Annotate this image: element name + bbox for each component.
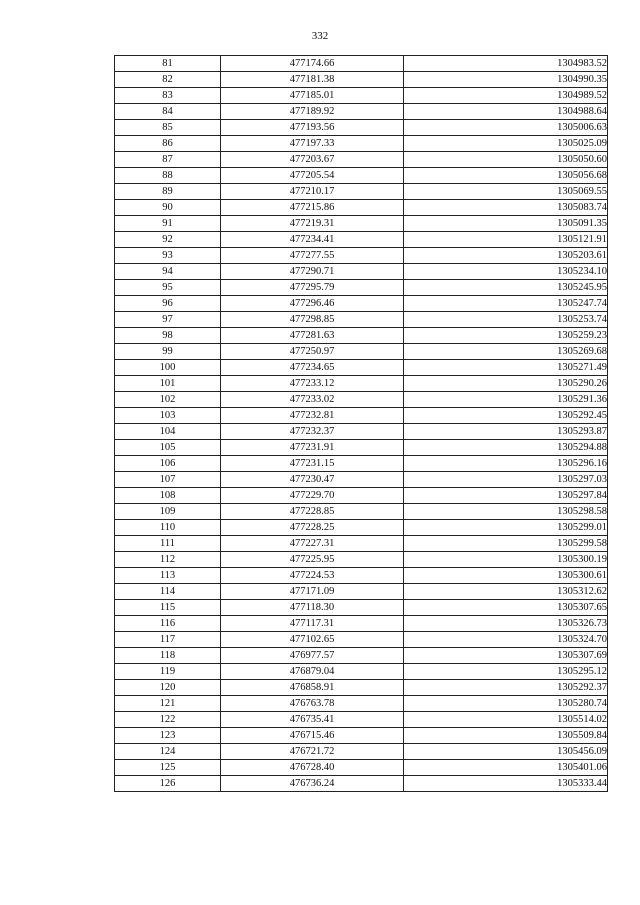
x-coordinate-cell: 477277.55 (221, 248, 404, 264)
y-coordinate-cell: 1305312.62 (404, 584, 608, 600)
y-coordinate-cell: 1305298.58 (404, 504, 608, 520)
y-coordinate-cell: 1305299.58 (404, 536, 608, 552)
point-number-cell: 98 (115, 328, 221, 344)
point-number-cell: 81 (115, 56, 221, 72)
y-coordinate-cell: 1305300.61 (404, 568, 608, 584)
x-coordinate-cell: 476763.78 (221, 696, 404, 712)
x-coordinate-cell: 477205.54 (221, 168, 404, 184)
y-coordinate-cell: 1305271.49 (404, 360, 608, 376)
point-number-cell: 108 (115, 488, 221, 504)
point-number-cell: 90 (115, 200, 221, 216)
table-row (115, 88, 608, 104)
x-coordinate-cell: 477228.85 (221, 504, 404, 520)
x-coordinate-cell: 477118.30 (221, 600, 404, 616)
table-row (115, 712, 608, 728)
x-coordinate-cell: 476715.46 (221, 728, 404, 744)
coordinates-table (114, 55, 608, 792)
x-coordinate-cell: 477210.17 (221, 184, 404, 200)
table-row (115, 200, 608, 216)
x-coordinate-cell: 477171.09 (221, 584, 404, 600)
y-coordinate-cell: 1304983.52 (404, 56, 608, 72)
x-coordinate-cell: 476879.04 (221, 664, 404, 680)
x-coordinate-cell: 477197.33 (221, 136, 404, 152)
x-coordinate-cell: 477232.37 (221, 424, 404, 440)
x-coordinate-cell: 476736.24 (221, 776, 404, 792)
y-coordinate-cell: 1305091.35 (404, 216, 608, 232)
point-number-cell: 119 (115, 664, 221, 680)
table-row (115, 184, 608, 200)
point-number-cell: 110 (115, 520, 221, 536)
x-coordinate-cell: 477296.46 (221, 296, 404, 312)
table-row (115, 344, 608, 360)
x-coordinate-cell: 477185.01 (221, 88, 404, 104)
point-number-cell: 120 (115, 680, 221, 696)
y-coordinate-cell: 1305514.02 (404, 712, 608, 728)
y-coordinate-cell: 1305401.06 (404, 760, 608, 776)
point-number-cell: 102 (115, 392, 221, 408)
table-row (115, 376, 608, 392)
point-number-cell: 114 (115, 584, 221, 600)
point-number-cell: 121 (115, 696, 221, 712)
y-coordinate-cell: 1305259.23 (404, 328, 608, 344)
table-row (115, 696, 608, 712)
table-row (115, 248, 608, 264)
x-coordinate-cell: 477117.31 (221, 616, 404, 632)
table-row (115, 776, 608, 792)
y-coordinate-cell: 1305121.91 (404, 232, 608, 248)
y-coordinate-cell: 1304989.52 (404, 88, 608, 104)
y-coordinate-cell: 1304988.64 (404, 104, 608, 120)
table-row (115, 520, 608, 536)
y-coordinate-cell: 1305300.19 (404, 552, 608, 568)
x-coordinate-cell: 477298.85 (221, 312, 404, 328)
x-coordinate-cell: 477215.86 (221, 200, 404, 216)
table-row (115, 312, 608, 328)
y-coordinate-cell: 1305245.95 (404, 280, 608, 296)
y-coordinate-cell: 1305069.55 (404, 184, 608, 200)
table-row (115, 72, 608, 88)
point-number-cell: 115 (115, 600, 221, 616)
y-coordinate-cell: 1305203.61 (404, 248, 608, 264)
point-number-cell: 125 (115, 760, 221, 776)
table-row (115, 120, 608, 136)
point-number-cell: 109 (115, 504, 221, 520)
table-row (115, 392, 608, 408)
y-coordinate-cell: 1305291.36 (404, 392, 608, 408)
x-coordinate-cell: 477230.47 (221, 472, 404, 488)
point-number-cell: 99 (115, 344, 221, 360)
x-coordinate-cell: 477234.65 (221, 360, 404, 376)
y-coordinate-cell: 1305292.37 (404, 680, 608, 696)
x-coordinate-cell: 477193.56 (221, 120, 404, 136)
x-coordinate-cell: 476735.41 (221, 712, 404, 728)
table-row (115, 616, 608, 632)
point-number-cell: 86 (115, 136, 221, 152)
y-coordinate-cell: 1305280.74 (404, 696, 608, 712)
y-coordinate-cell: 1305296.16 (404, 456, 608, 472)
x-coordinate-cell: 477203.67 (221, 152, 404, 168)
x-coordinate-cell: 477231.91 (221, 440, 404, 456)
point-number-cell: 123 (115, 728, 221, 744)
y-coordinate-cell: 1305307.65 (404, 600, 608, 616)
point-number-cell: 94 (115, 264, 221, 280)
point-number-cell: 113 (115, 568, 221, 584)
table-row (115, 216, 608, 232)
point-number-cell: 124 (115, 744, 221, 760)
point-number-cell: 97 (115, 312, 221, 328)
y-coordinate-cell: 1305307.69 (404, 648, 608, 664)
table-row (115, 648, 608, 664)
x-coordinate-cell: 477290.71 (221, 264, 404, 280)
point-number-cell: 85 (115, 120, 221, 136)
table-row (115, 536, 608, 552)
page-number: 332 (311, 30, 329, 42)
y-coordinate-cell: 1305297.03 (404, 472, 608, 488)
table-row (115, 584, 608, 600)
point-number-cell: 87 (115, 152, 221, 168)
table-row (115, 104, 608, 120)
y-coordinate-cell: 1305083.74 (404, 200, 608, 216)
y-coordinate-cell: 1305333.44 (404, 776, 608, 792)
table-row (115, 600, 608, 616)
x-coordinate-cell: 477234.41 (221, 232, 404, 248)
x-coordinate-cell: 477224.53 (221, 568, 404, 584)
x-coordinate-cell: 477250.97 (221, 344, 404, 360)
table-row (115, 488, 608, 504)
y-coordinate-cell: 1305006.63 (404, 120, 608, 136)
y-coordinate-cell: 1305326.73 (404, 616, 608, 632)
y-coordinate-cell: 1305297.84 (404, 488, 608, 504)
point-number-cell: 96 (115, 296, 221, 312)
point-number-cell: 93 (115, 248, 221, 264)
y-coordinate-cell: 1305456.09 (404, 744, 608, 760)
table-row (115, 664, 608, 680)
point-number-cell: 111 (115, 536, 221, 552)
x-coordinate-cell: 477232.81 (221, 408, 404, 424)
x-coordinate-cell: 477231.15 (221, 456, 404, 472)
x-coordinate-cell: 477227.31 (221, 536, 404, 552)
table-row (115, 264, 608, 280)
point-number-cell: 105 (115, 440, 221, 456)
table-row (115, 328, 608, 344)
point-number-cell: 95 (115, 280, 221, 296)
y-coordinate-cell: 1305234.10 (404, 264, 608, 280)
x-coordinate-cell: 477233.02 (221, 392, 404, 408)
point-number-cell: 104 (115, 424, 221, 440)
table-row (115, 760, 608, 776)
x-coordinate-cell: 477181.38 (221, 72, 404, 88)
x-coordinate-cell: 477189.92 (221, 104, 404, 120)
y-coordinate-cell: 1305050.60 (404, 152, 608, 168)
table-row (115, 472, 608, 488)
point-number-cell: 84 (115, 104, 221, 120)
coordinates-table-body (115, 56, 608, 792)
point-number-cell: 82 (115, 72, 221, 88)
point-number-cell: 91 (115, 216, 221, 232)
y-coordinate-cell: 1305269.68 (404, 344, 608, 360)
y-coordinate-cell: 1305292.45 (404, 408, 608, 424)
x-coordinate-cell: 477295.79 (221, 280, 404, 296)
table-row (115, 360, 608, 376)
point-number-cell: 122 (115, 712, 221, 728)
table-row (115, 440, 608, 456)
table-row (115, 552, 608, 568)
table-row (115, 280, 608, 296)
y-coordinate-cell: 1305247.74 (404, 296, 608, 312)
y-coordinate-cell: 1305253.74 (404, 312, 608, 328)
x-coordinate-cell: 477219.31 (221, 216, 404, 232)
x-coordinate-cell: 477281.63 (221, 328, 404, 344)
point-number-cell: 126 (115, 776, 221, 792)
table-row (115, 296, 608, 312)
y-coordinate-cell: 1305293.87 (404, 424, 608, 440)
point-number-cell: 118 (115, 648, 221, 664)
y-coordinate-cell: 1305056.68 (404, 168, 608, 184)
y-coordinate-cell: 1305294.88 (404, 440, 608, 456)
table-row (115, 568, 608, 584)
y-coordinate-cell: 1305025.09 (404, 136, 608, 152)
x-coordinate-cell: 477225.95 (221, 552, 404, 568)
table-row (115, 680, 608, 696)
point-number-cell: 106 (115, 456, 221, 472)
point-number-cell: 83 (115, 88, 221, 104)
point-number-cell: 116 (115, 616, 221, 632)
table-row (115, 744, 608, 760)
point-number-cell: 103 (115, 408, 221, 424)
table-row (115, 408, 608, 424)
table-row (115, 632, 608, 648)
table-row (115, 56, 608, 72)
table-row (115, 456, 608, 472)
y-coordinate-cell: 1305290.26 (404, 376, 608, 392)
point-number-cell: 117 (115, 632, 221, 648)
table-row (115, 728, 608, 744)
x-coordinate-cell: 476977.57 (221, 648, 404, 664)
point-number-cell: 101 (115, 376, 221, 392)
x-coordinate-cell: 477102.65 (221, 632, 404, 648)
x-coordinate-cell: 476728.40 (221, 760, 404, 776)
point-number-cell: 100 (115, 360, 221, 376)
x-coordinate-cell: 477228.25 (221, 520, 404, 536)
y-coordinate-cell: 1305324.70 (404, 632, 608, 648)
table-row (115, 424, 608, 440)
y-coordinate-cell: 1305299.01 (404, 520, 608, 536)
point-number-cell: 89 (115, 184, 221, 200)
x-coordinate-cell: 477174.66 (221, 56, 404, 72)
point-number-cell: 112 (115, 552, 221, 568)
x-coordinate-cell: 476721.72 (221, 744, 404, 760)
point-number-cell: 88 (115, 168, 221, 184)
y-coordinate-cell: 1305295.12 (404, 664, 608, 680)
table-row (115, 136, 608, 152)
table-row (115, 232, 608, 248)
y-coordinate-cell: 1305509.84 (404, 728, 608, 744)
x-coordinate-cell: 477233.12 (221, 376, 404, 392)
point-number-cell: 92 (115, 232, 221, 248)
table-row (115, 168, 608, 184)
x-coordinate-cell: 476858.91 (221, 680, 404, 696)
y-coordinate-cell: 1304990.35 (404, 72, 608, 88)
x-coordinate-cell: 477229.70 (221, 488, 404, 504)
point-number-cell: 107 (115, 472, 221, 488)
table-row (115, 504, 608, 520)
table-row (115, 152, 608, 168)
